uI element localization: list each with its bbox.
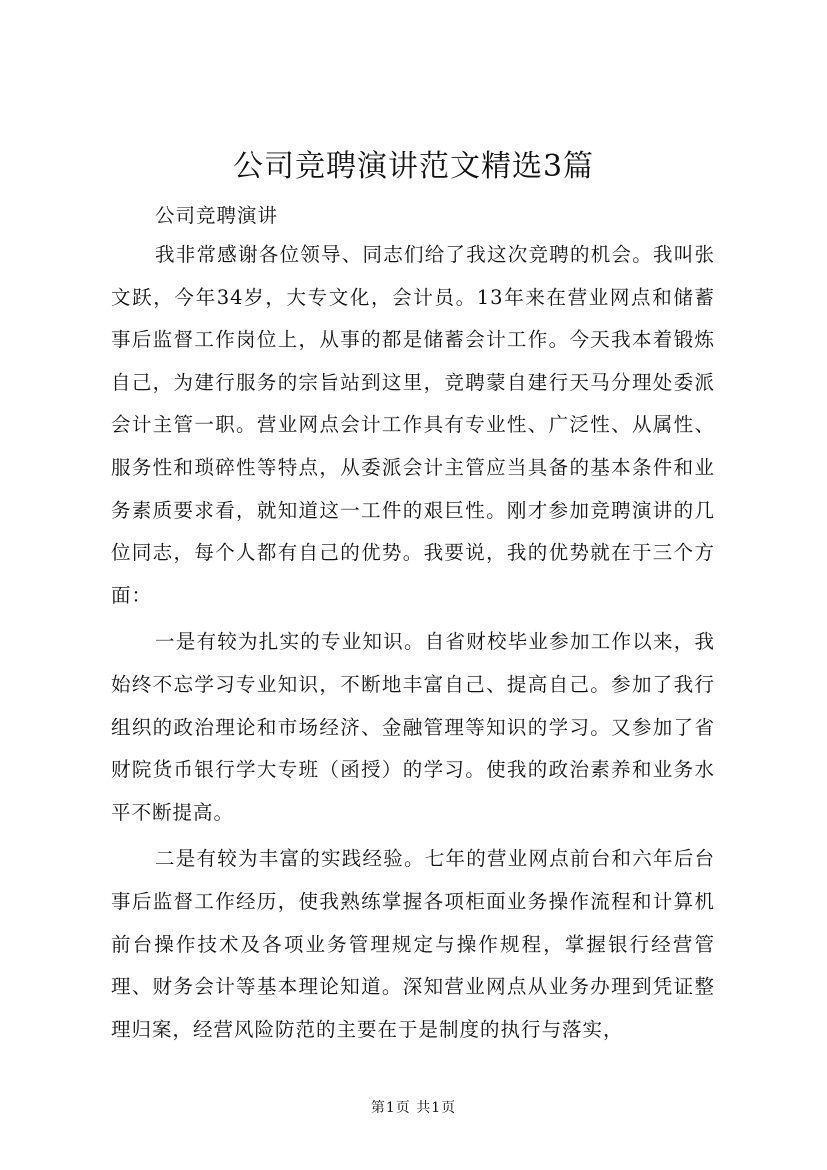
page-number-footer: 第1页 共1页 bbox=[370, 1100, 457, 1116]
document-title: 公司竞聘演讲范文精选3篇 bbox=[232, 149, 595, 184]
paragraph-1: 我非常感谢各位领导、同志们给了我这次竞聘的机会。我叫张文跃，今年34岁，大专文化，会计员。13年来在营业网点和储蓄事后监督工作岗位上，从事的都是储蓄会计工作。今天我本着锻炼自己，为建行服务的宗旨站到这里，竞聘蒙自建行天马分理处委派会计主管一职。营业网点会计工作具有专业性、广泛性、从属性、服务性和琐碎性等特点，从委派会计主管应当具备的基本条件和业务素质要求看，就知道这一工件的艰巨性。刚才参加竞聘演讲的几位同志，每个人都有自己的优势。我要说，我的优势就在于三个方面： bbox=[111, 243, 715, 607]
paragraph-3: 二是有较为丰富的实践经验。七年的营业网点前台和六年后台事后监督工作经历，使我熟练掌握各项柜面业务操作流程和计算机前台操作技术及各项业务管理规定与操作规程，掌握银行经营管理、财务会计等基本理论知道。深知营业网点从业务办理到凭证整理归案，经营风险防范的主要在于是制度的执行与落实， bbox=[111, 847, 715, 1041]
paragraph-2: 一是有较为扎实的专业知识。自省财校毕业参加工作以来，我始终不忘学习专业知识，不断地丰富自己、提高自己。参加了我行组织的政治理论和市场经济、金融管理等知识的学习。又参加了省财院货币银行学大专班（函授）的学习。使我的政治素养和业务水平不断提高。 bbox=[111, 630, 715, 824]
section-heading: 公司竞聘演讲 bbox=[155, 204, 279, 227]
document-body bbox=[111, 198, 715, 1051]
